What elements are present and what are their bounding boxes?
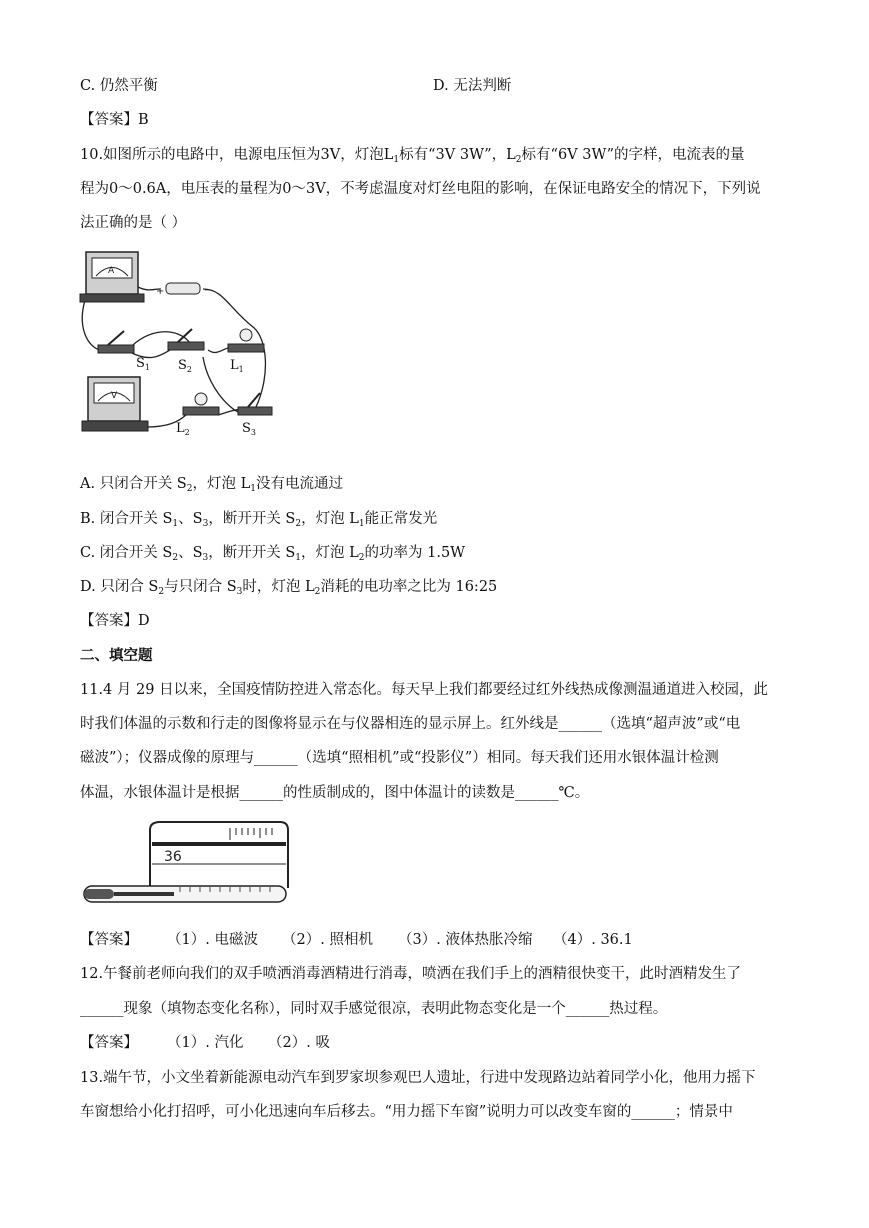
svg-text:+: + <box>156 286 165 297</box>
svg-text:A: A <box>108 266 115 276</box>
q10-option-a: A. 只闭合开关 $S_2$，灯泡 $L_1$没有电流通过 <box>80 476 343 494</box>
thermometer-figure <box>80 818 292 908</box>
q12-answer-label: 【答案】 <box>80 1035 138 1051</box>
svg-text:S3: $S_3$ <box>242 421 256 437</box>
ammeter-icon <box>80 252 144 302</box>
svg-text:L1: $L_1$ <box>230 358 244 374</box>
switch-s1-icon <box>98 331 134 353</box>
q11-line4: 体温，水银体温计是根据______的性质制成的，图中体温计的读数是______℃。 <box>80 785 590 801</box>
svg-text:S1: $S_1$ <box>136 356 150 372</box>
q11-answer-3: （3）. 液体热胀冷缩 <box>398 932 533 948</box>
q10-line3: 法正确的是（ ） <box>80 215 187 231</box>
switch-s3-icon <box>238 393 272 415</box>
option-c: C. 仍然平衡 <box>80 78 158 94</box>
option-d: D. 无法判断 <box>433 78 512 94</box>
svg-text:36: 36 <box>164 849 182 865</box>
thermometer-icon <box>84 886 286 902</box>
q12-line1: 12.午餐前老师向我们的双手喷洒消毒酒精进行消毒，喷洒在我们手上的酒精很快变干，此时酒精发生了 <box>80 966 742 982</box>
q10-answer: 【答案】D <box>80 613 150 629</box>
q10-option-d: D. 只闭合 $S_2$与只闭合 $S_3$时，灯泡 $L_2$消耗的电功率之比为 16:25 <box>80 579 498 597</box>
q10-line2: 程为0～0.6A，电压表的量程为0～3V，不考虑温度对灯丝电阻的影响，在保证电路安全的情况下，下列说 <box>80 181 761 197</box>
q13-line2: 车窗想给小化打招呼，可小化迅速向车后移去。“用力摇下车窗”说明力可以改变车窗的______；情景中 <box>80 1104 733 1120</box>
voltmeter-icon <box>82 377 148 431</box>
q10-option-b: B. 闭合开关 $S_1$、$S_3$，断开开关 $S_2$，灯泡 $L_1$能正常发光 <box>80 511 438 529</box>
answer-prev: 【答案】B <box>80 112 149 128</box>
q12-answer-2: （2）. 吸 <box>268 1035 330 1051</box>
q11-line1: 11.4 月 29 日以来，全国疫情防控进入常态化。每天早上我们都要经过红外线热成像测温通道进入校园，此 <box>80 682 769 698</box>
lamp-l2-icon <box>183 393 219 415</box>
svg-text:L2: $L_2$ <box>176 421 190 437</box>
q11-answer-2: （2）. 照相机 <box>282 932 373 948</box>
q12-answer-1: （1）. 汽化 <box>167 1035 244 1051</box>
section-title: 二、填空题 <box>80 648 153 664</box>
q11-answer-label: 【答案】 <box>80 932 138 948</box>
circuit-diagram <box>78 247 280 452</box>
q11-answer-1: （1）. 电磁波 <box>167 932 258 948</box>
q11-answer-4: （4）. 36.1 <box>553 932 633 948</box>
svg-text:V: V <box>111 391 118 401</box>
q10-line1: 10.如图所示的电路中，电源电压恒为3V，灯泡$L_1$标有“3V 3W”，$L_2$标有“6V 3W”的字样，电流表的量 <box>80 147 745 165</box>
svg-text:S2: $S_2$ <box>178 358 192 374</box>
magnified-scale-icon <box>150 822 288 888</box>
q13-line1: 13.端午节，小文坐着新能源电动汽车到罗家坝参观巴人遗址，行进中发现路边站着同学小化，他用力摇下 <box>80 1070 756 1086</box>
battery-icon <box>156 283 212 297</box>
q12-line2: ______现象（填物态变化名称），同时双手感觉很凉，表明此物态变化是一个______热过程。 <box>80 1001 668 1017</box>
q10-option-c: C. 闭合开关 $S_2$、$S_3$，断开开关 $S_1$，灯泡 $L_2$的功率为 1.5W <box>80 545 466 563</box>
q11-line3: 磁波”）；仪器成像的原理与______（选填“照相机”或“投影仪”）相同。每天我们还用水银体温计检测 <box>80 750 719 766</box>
svg-text:−: − <box>204 285 213 296</box>
q11-line2: 时我们体温的示数和行走的图像将显示在与仪器相连的显示屏上。红外线是______（选填“超声波”或“电 <box>80 716 741 732</box>
